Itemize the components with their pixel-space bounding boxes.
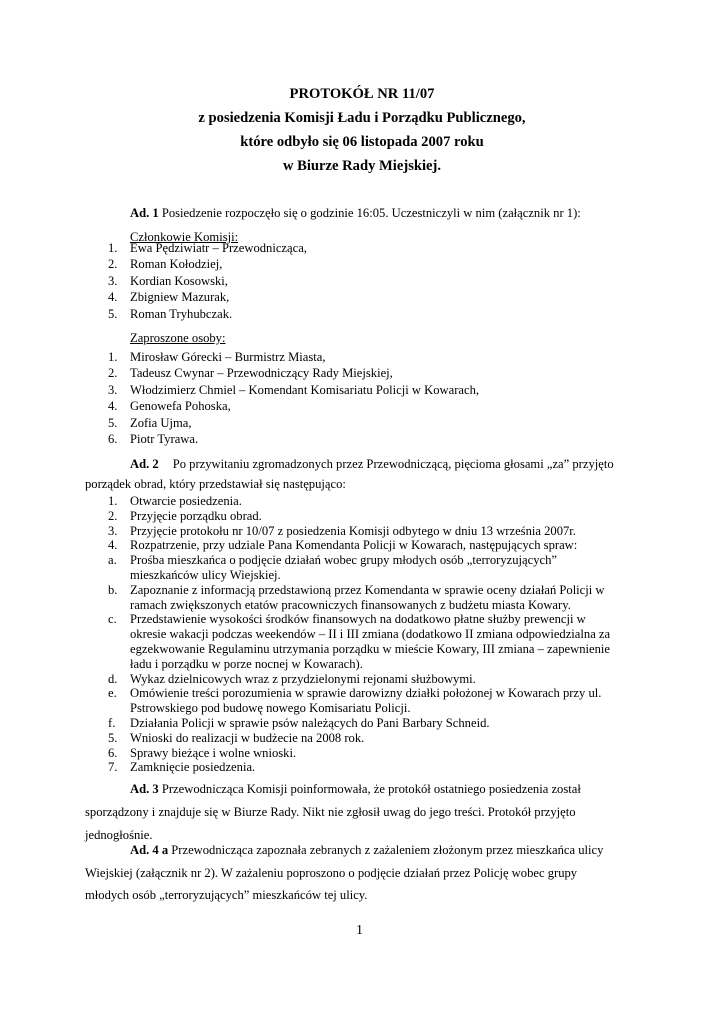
agenda-item-number: 7.	[108, 760, 118, 775]
agenda-item-number: 4.	[108, 538, 118, 553]
agenda-item-number: d.	[108, 671, 118, 686]
agenda-item-text: Otwarcie posiedzenia.	[130, 494, 242, 508]
agenda-item-text: ramach zwiększonych etatów pracowniczych finansowanych z budżetu miasta Kowary.	[130, 597, 571, 612]
agenda-item-text: Zapoznanie z informacją przedstawioną przez Komendanta w sprawie oceny działań Policji w	[130, 582, 605, 597]
ad4a-line3: młodych osób „terroryzujących” mieszkańców tej ulicy.	[85, 888, 368, 902]
list-item-text: Zbigniew Mazurak,	[130, 290, 230, 305]
list-item-number: 4.	[108, 399, 118, 414]
agenda-item-text: Przyjęcie porządku obrad.	[130, 508, 262, 523]
list-item-number: 6.	[108, 432, 118, 446]
agenda-item-number: 2.	[108, 508, 118, 523]
agenda-item-number: 6.	[108, 745, 118, 760]
agenda-item-text: mieszkańców ulicy Wiejskiej.	[130, 567, 281, 582]
agenda-item-text: egzekwowanie Regulaminu utrzymania porządku w mieście Kowary, III zmiana – zapewnienie	[130, 641, 611, 656]
ad3-label: Ad. 3	[130, 782, 159, 796]
list-item-text: Ewa Pędziwiatr – Przewodnicząca,	[130, 241, 307, 255]
agenda-item-number: a.	[108, 553, 117, 568]
list-item-number: 3.	[108, 273, 118, 288]
agenda-item-text: Wnioski do realizacji w budżecie na 2008 rok.	[130, 730, 365, 745]
agenda-item-text: Przyjęcie protokołu nr 10/07 z posiedzenia Komisji odbytego w dniu 13 września 2007r.	[130, 523, 576, 538]
ad2-label: Ad. 2	[130, 457, 159, 471]
page-number: 1	[356, 923, 363, 938]
members-heading: Członkowie Komisji:	[130, 230, 239, 244]
agenda-item-text: Prośba mieszkańca o podjęcie działań wobec grupy młodych osób „terroryzujących”	[130, 553, 557, 568]
list-item-text: Zofia Ujma,	[130, 415, 192, 430]
doc-subtitle-3: w Biurze Rady Miejskiej.	[282, 158, 442, 174]
list-item-number: 1.	[108, 350, 118, 364]
list-item-text: Roman Kołodziej,	[130, 257, 223, 272]
ad4a-line1	[130, 842, 603, 859]
agenda-item-number: 3.	[108, 523, 118, 538]
ad4a-line2: Wiejskiej (załącznik nr 2). W zażaleniu poproszono o podjęcie działań przez Policję wobec grupy	[85, 866, 578, 880]
agenda-item-text: Zamknięcie posiedzenia.	[130, 760, 256, 775]
agenda-item-text: Pstrowskiego pod budowę nowego Komisariatu Policji.	[130, 701, 411, 716]
doc-subtitle-2: które odbyło się 06 listopada 2007 roku	[240, 134, 484, 150]
list-item-text: Genowefa Pohoska,	[130, 399, 231, 414]
agenda-item-number: b.	[108, 582, 118, 597]
guests-heading: Zaproszone osoby:	[130, 331, 226, 345]
list-item-text: Tadeusz Cwynar – Przewodniczący Rady Miejskiej,	[130, 366, 393, 381]
agenda-item-text: Rozpatrzenie, przy udziale Pana Komendanta Policji w Kowarach, następujących spraw:	[130, 538, 578, 553]
agenda-item-text: Wykaz dzielnicowych wraz z przydzielonymi rejonami służbowymi.	[130, 671, 476, 686]
list-item-number: 5.	[108, 415, 118, 430]
ad2-text-1: Po przywitaniu zgromadzonych przez Przewodniczącą, pięcioma głosami „za” przyjęto	[172, 457, 614, 471]
agenda-item-text: ładu i porządku w porze nocnej w Kowarach).	[130, 656, 363, 671]
list-item-text: Kordian Kosowski,	[130, 273, 228, 288]
ad3-text-1: Przewodnicząca Komisji poinformowała, że protokół ostatniego posiedzenia został	[158, 782, 581, 796]
list-item-text: Piotr Tyrawa.	[130, 432, 199, 446]
agenda-item-text: Omówienie treści porozumienia w sprawie darowizny działki położonej w Kowarach przy ul.	[130, 686, 602, 701]
agenda-item-number: f.	[108, 716, 116, 730]
agenda-item-text: Przedstawienie wysokości środków finansowych na dodatkowo płatne służby prewencji w	[130, 612, 586, 627]
ad1-paragraph	[130, 205, 650, 222]
list-item-text: Mirosław Górecki – Burmistrz Miasta,	[130, 350, 326, 364]
list-item-number: 3.	[108, 382, 118, 397]
doc-subtitle-1: z posiedzenia Komisji Ładu i Porządku Publicznego,	[198, 110, 526, 126]
ad3-line2: sporządzony i znajduje się w Biurze Rady. Nikt nie zgłosił uwag do jego treści. Protokół przyjęto	[85, 805, 576, 819]
agenda-item-number: e.	[108, 686, 117, 701]
list-item-number: 2.	[108, 257, 118, 272]
doc-title: PROTOKÓŁ NR 11/07	[289, 86, 435, 102]
agenda-item-text: Działania Policji w sprawie psów należących do Pani Barbary Schneid.	[130, 716, 490, 730]
agenda-item-number: 5.	[108, 730, 118, 745]
ad4a-label: Ad. 4 a	[130, 843, 169, 857]
agenda-item-number: c.	[108, 612, 117, 627]
list-item-text: Roman Tryhubczak.	[130, 306, 233, 321]
ad2-line1	[130, 456, 614, 473]
agenda-item-text: okresie wakacji podczas weekendów – II i III zmiana (dodatkowo II zmiana odpowiedzialna za	[130, 627, 611, 642]
list-item-number: 1.	[108, 241, 118, 255]
ad3-line3: jednogłośnie.	[85, 828, 153, 842]
ad2-line2: porządek obrad, który przedstawiał się następująco:	[85, 477, 346, 491]
ad1-text: Posiedzenie rozpoczęło się o godzinie 16:05. Uczestniczyli w nim (załącznik nr 1):	[158, 206, 581, 220]
agenda-item-text: Sprawy bieżące i wolne wnioski.	[130, 745, 297, 760]
ad4a-text-1: Przewodnicząca zapoznała zebranych z zażaleniem złożonym przez mieszkańca ulicy	[168, 843, 604, 857]
list-item-number: 5.	[108, 306, 118, 321]
list-item-text: Włodzimierz Chmiel – Komendant Komisariatu Policji w Kowarach,	[130, 382, 480, 397]
list-item-number: 4.	[108, 290, 118, 305]
ad1-label: Ad. 1	[130, 206, 159, 220]
agenda-item-number: 1.	[108, 494, 118, 508]
ad3-line1	[130, 781, 581, 798]
list-item-number: 2.	[108, 366, 118, 381]
